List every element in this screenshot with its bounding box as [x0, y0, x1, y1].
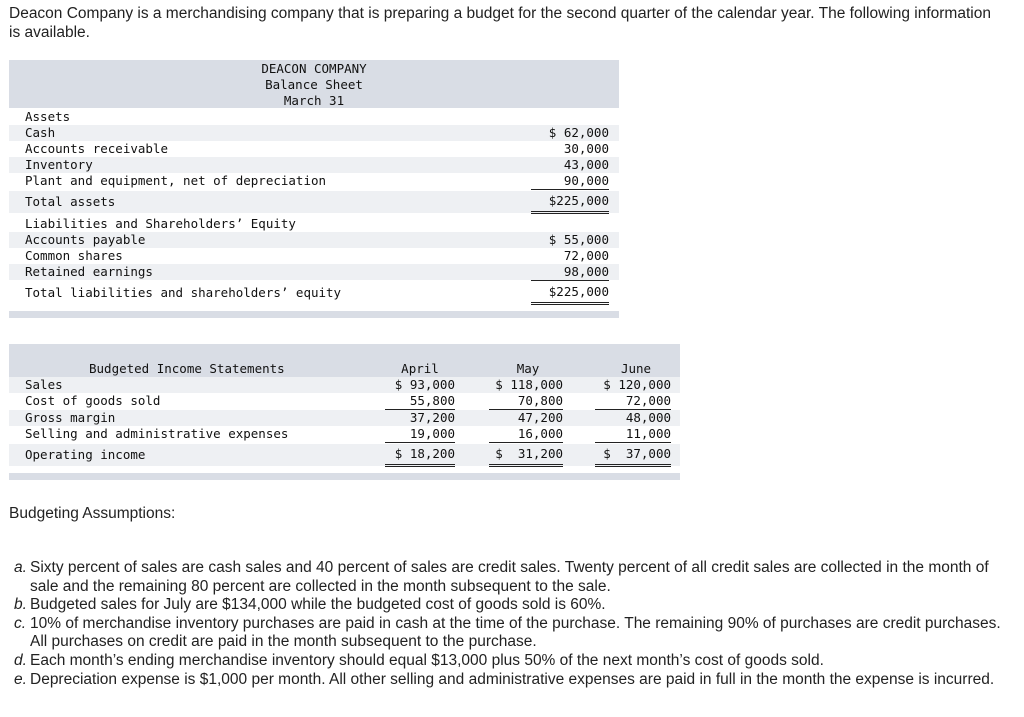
total-row	[9, 191, 619, 213]
row-label: Operating income	[25, 447, 146, 462]
assets-heading: Assets	[25, 109, 71, 124]
row-label: Selling and administrative expenses	[25, 426, 289, 441]
list-item	[14, 596, 1004, 615]
row-label: Plant and equipment, net of depreciation	[25, 173, 327, 188]
table-row	[9, 393, 680, 409]
item-text: Sixty percent of sales are cash sales and 40 percent of sales are credit sales. Twenty percent of all credit sales are collected in the month of sale and the remaining 80 percent are collected in the month subsequent to the sale.	[30, 559, 989, 595]
row-label: Accounts receivable	[25, 141, 168, 156]
table-row	[9, 232, 619, 248]
table-row	[9, 248, 619, 264]
table-row	[9, 173, 619, 189]
may-value: 47,200	[517, 410, 563, 425]
income-statement-title: Budgeted Income Statements	[89, 361, 285, 376]
list-item	[14, 559, 1004, 596]
may-value: $ 31,200	[489, 444, 563, 467]
row-amount: 43,000	[563, 157, 609, 172]
june-value: 11,000	[595, 426, 671, 443]
company-name: DEACON COMPANY	[261, 61, 367, 76]
row-label: Cost of goods sold	[25, 393, 161, 408]
june-value: $ 37,000	[595, 444, 671, 467]
table-row	[9, 377, 680, 393]
table-row	[9, 264, 619, 280]
april-value: $ 93,000	[394, 377, 455, 392]
month-header-june: June	[620, 361, 652, 376]
table-footer-band	[9, 473, 680, 480]
may-value: 70,800	[489, 393, 563, 410]
liab-heading-row	[9, 216, 619, 232]
row-label: Common shares	[25, 248, 123, 263]
list-item	[14, 615, 1004, 652]
item-text: Each month’s ending merchandise inventory should equal $13,000 plus 50% of the next month’s cost of goods sold.	[30, 651, 824, 669]
may-value: 16,000	[489, 426, 563, 443]
row-label: Inventory	[25, 157, 93, 172]
row-label: Accounts payable	[25, 232, 146, 247]
item-letter: e.	[14, 670, 27, 688]
april-value: 37,200	[409, 410, 455, 425]
table-row	[9, 157, 619, 173]
total-label: Total assets	[25, 194, 116, 209]
row-amount: $ 62,000	[548, 125, 609, 140]
month-header-may: May	[516, 361, 540, 376]
item-text: Depreciation expense is $1,000 per month. All other selling and administrative expenses are paid in full in the month the expense is incurred.	[30, 670, 995, 688]
total-amount: $225,000	[531, 282, 609, 305]
assumptions-list	[14, 559, 1004, 689]
income-statement-header	[9, 344, 680, 378]
list-item	[14, 652, 1004, 671]
month-header-april: April	[401, 361, 439, 376]
item-letter: d.	[14, 651, 27, 669]
may-value: $ 118,000	[495, 377, 563, 392]
table-footer-band	[9, 311, 619, 318]
row-label: Gross margin	[25, 410, 116, 425]
row-amount: 30,000	[563, 141, 609, 156]
total-row	[9, 282, 619, 304]
income-statement-table	[9, 344, 680, 480]
assumptions-title: Budgeting Assumptions:	[9, 505, 176, 522]
assets-heading-row	[9, 109, 619, 125]
balance-sheet-header	[9, 60, 619, 108]
balance-sheet-table	[9, 60, 619, 318]
april-value: 55,800	[385, 393, 455, 410]
list-item	[14, 671, 1004, 690]
row-amount: $ 55,000	[548, 232, 609, 247]
row-label: Cash	[25, 125, 56, 140]
table-row	[9, 410, 680, 426]
row-amount: 98,000	[531, 264, 609, 281]
june-value: 72,000	[595, 393, 671, 410]
statement-date: March 31	[283, 93, 345, 108]
statement-title: Balance Sheet	[265, 77, 363, 92]
row-amount: 72,000	[563, 248, 609, 263]
total-amount: $225,000	[531, 191, 609, 214]
item-letter: b.	[14, 596, 27, 614]
row-amount: 90,000	[531, 173, 609, 190]
item-letter: a.	[14, 559, 27, 576]
item-text: 10% of merchandise inventory purchases are paid in cash at the time of the purchase. The remaining 90% of purchases are credit purchases. All purchases on credit are paid in the month subsequent to the purchase.	[30, 614, 1001, 651]
row-label: Sales	[25, 377, 63, 392]
intro-text: Deacon Company is a merchandising company that is preparing a budget for the second quarter of the calendar year. The following information is available.	[9, 5, 991, 41]
total-label: Total liabilities and shareholders’ equity	[25, 285, 342, 300]
item-letter: c.	[14, 614, 27, 632]
april-value: $ 18,200	[385, 444, 455, 467]
june-value: 48,000	[625, 410, 671, 425]
table-row	[9, 125, 619, 141]
april-value: 19,000	[385, 426, 455, 443]
row-label: Retained earnings	[25, 264, 153, 279]
item-text: Budgeted sales for July are $134,000 while the budgeted cost of goods sold is 60%.	[30, 596, 606, 614]
table-row	[9, 426, 680, 442]
table-row	[9, 141, 619, 157]
june-value: $ 120,000	[603, 377, 671, 392]
liabilities-heading: Liabilities and Shareholders’ Equity	[25, 216, 296, 231]
total-row	[9, 444, 680, 466]
